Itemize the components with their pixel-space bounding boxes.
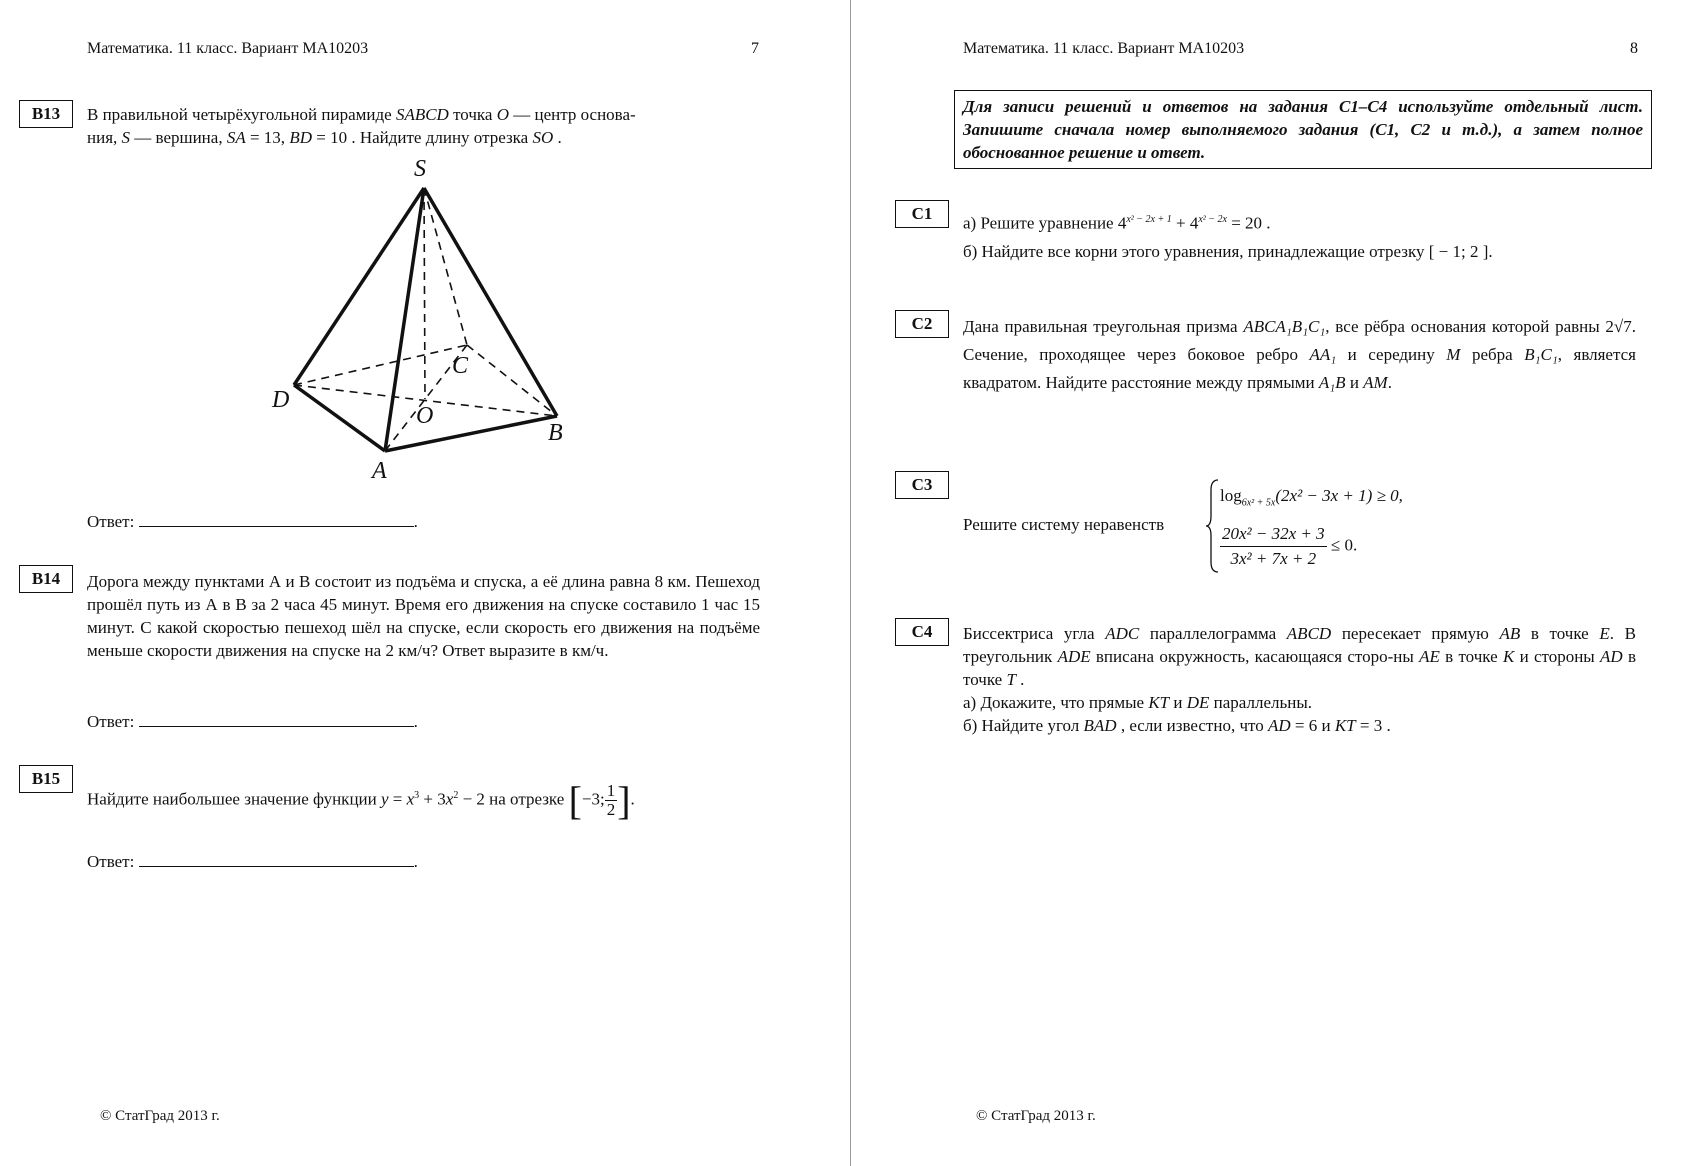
edge-sb <box>424 188 557 416</box>
task-label-c1: С1 <box>895 200 949 228</box>
b13-answer-line[interactable] <box>139 510 414 527</box>
c3-inequality-1: $\log_{6x^2 + 5x}(2x^2 - 3x + 1) \ge 0$, <box>1220 486 1403 509</box>
b13-answer: Ответ: . <box>87 512 418 531</box>
b15-text: Найдите наибольшее значение функции $y = x^3 + 3x^2 - 2$ на отрезке [−3; $\frac{1}{2}$ ]. <box>87 777 635 823</box>
system-brace <box>1205 478 1221 574</box>
c2-text: Дана правильная треугольная призма ABCA₁B₁C₁, все рёбра основания которой равны 2√7. Сечение, проходящее через боковое ребро AA₁ и середину M ребра B₁C₁, является квадратом. Найдите расстояние между прямыми A₁B и AM. <box>963 317 1636 392</box>
right-page <box>852 0 1700 1166</box>
edge-ab <box>385 416 557 451</box>
b15-answer-line[interactable] <box>139 850 414 867</box>
pyramid-figure <box>270 150 580 490</box>
instructions-notice: Для записи решений и ответов на задания С1–С4 используйте отдельный лист. Запишите сначала номер выполняемого задания (С1, С2 и т.д.), а затем полное обоснованное решение и ответ. <box>954 90 1652 169</box>
right-page-number: 8 <box>1630 40 1638 57</box>
left-footer: © СтатГрад 2013 г. <box>100 1108 220 1124</box>
b14-text: Дорога между пунктами А и В состоит из подъёма и спуска, а её длина равна 8 км. Пешеход прошёл путь из А в В за 2 часа 45 минут. Время его движения на спуске составило 1 час 15 минут. С какой скоростью пешеход шёл на спуске, если скорость его движения на подъёме меньше скорости движения на спуске на 2 км/ч? Ответ выразите в км/ч. <box>87 572 760 660</box>
task-label-c2: С2 <box>895 310 949 338</box>
label-d: D <box>272 387 290 413</box>
task-label-c3: С3 <box>895 471 949 499</box>
b14-answer: Ответ: . <box>87 712 418 731</box>
edge-cb <box>467 345 557 416</box>
label-s: S <box>414 156 426 182</box>
edge-sd <box>294 188 424 385</box>
label-b: B <box>548 420 563 446</box>
edge-sc <box>424 188 467 345</box>
label-c: C <box>452 353 469 379</box>
task-label-c4: С4 <box>895 618 949 646</box>
c1-text: а) Решите уравнение $4^{x^2 - 2x + 1} + 4^{x^2 - 2x} = 20$ . б) Найдите все корни этого уравнения, принадлежащие отрезку [ − 1; 2 ]. <box>963 213 1493 261</box>
c4-text: Биссектриса угла ADC параллелограмма ABCD пересекает прямую AB в точке E. В треугольник ADE вписана окружность, касающаяся сторо-ны AE в точке K и стороны AD в точке T . а) Докажите, что прямые KT и DE параллельны. б) Найдите угол BAD , если известно, что AD = 6 и KT = 3 . <box>963 624 1637 735</box>
b15-answer: Ответ: . <box>87 852 418 871</box>
left-page-number: 7 <box>751 40 759 57</box>
left-header-title: Математика. 11 класс. Вариант МА10203 <box>87 40 369 57</box>
height-so <box>424 188 425 399</box>
task-label-b14: B14 <box>19 565 73 593</box>
right-footer: © СтатГрад 2013 г. <box>976 1108 1096 1124</box>
label-o: O <box>416 403 434 429</box>
c3-inequality-2: $\frac{\text{20x² − 32x + 3}}{\text{3x² + 7x + 2}}$ ≤ 0. <box>1222 524 1358 568</box>
task-label-b15: B15 <box>19 765 73 793</box>
c3-text: Решите систему неравенств <box>963 515 1165 534</box>
task-label-b13: B13 <box>19 100 73 128</box>
right-header-title: Математика. 11 класс. Вариант МА10203 <box>963 40 1245 57</box>
label-a: A <box>372 458 387 484</box>
b13-text: В правильной четырёхугольной пирамиде SABCD точка O — центр основа- ния, S — вершина, SA = 13, BD = 10 . Найдите длину отрезка SO . <box>87 105 636 147</box>
b14-answer-line[interactable] <box>139 710 414 727</box>
